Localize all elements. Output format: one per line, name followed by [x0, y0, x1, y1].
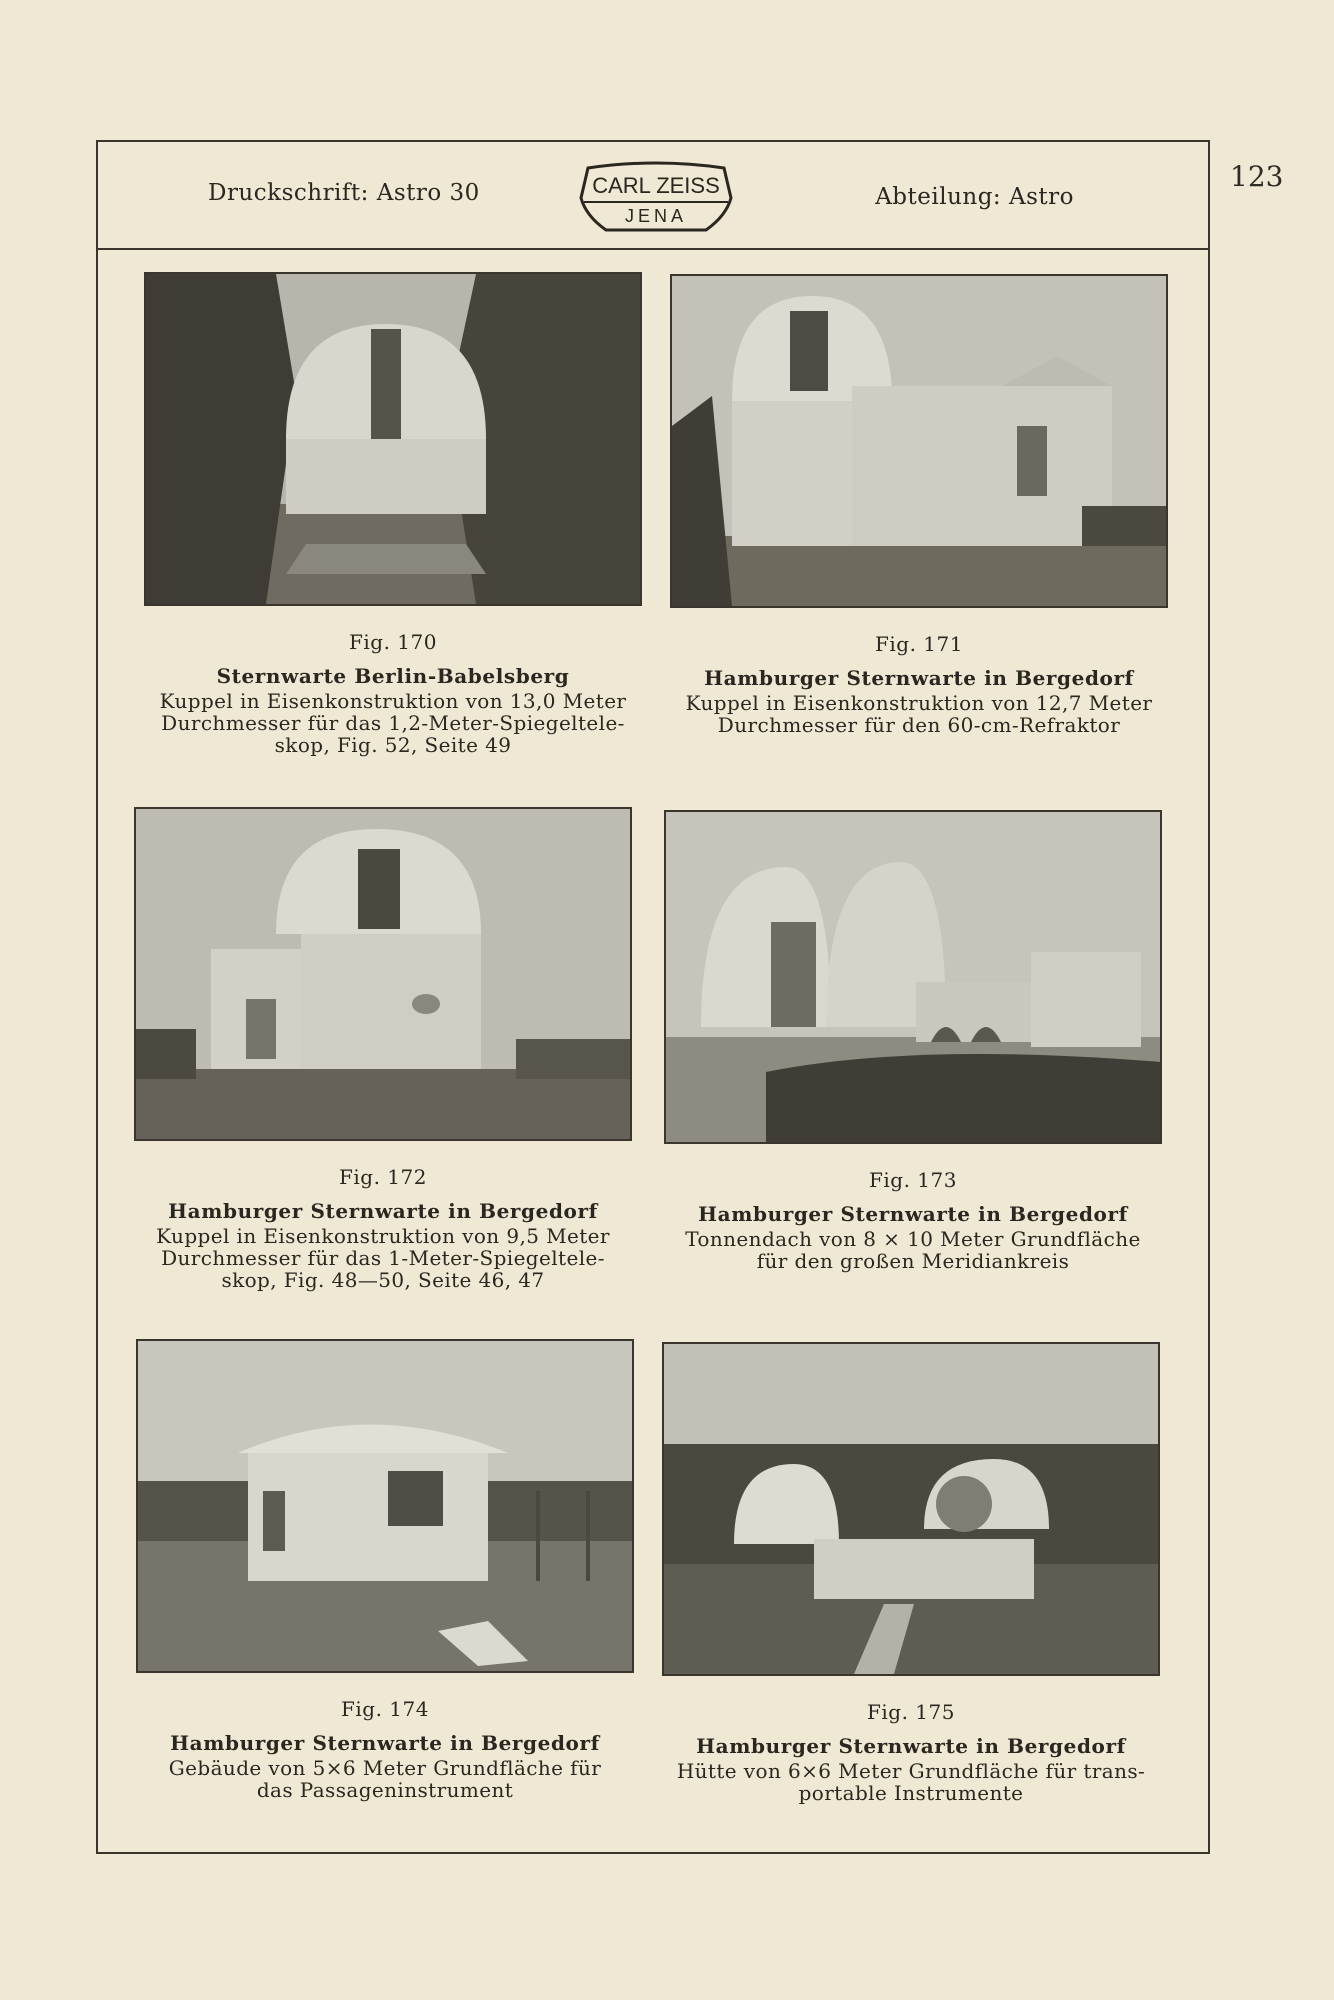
svg-text:CARL ZEISS: CARL ZEISS — [592, 173, 720, 198]
figure-caption: Hütte von 6×6 Meter Grundfläche für trans- portable Instrumente — [676, 1759, 1146, 1805]
figure-title: Hamburger Sternwarte in Bergedorf — [704, 666, 1134, 690]
figure-caption: Kuppel in Eisenkonstruktion von 9,5 Meter Durchmesser für das 1-Meter-Spiegeltele- skop, Fig. 48—50, Seite 46, 47 — [156, 1224, 610, 1292]
figure-174 — [130, 1339, 640, 1801]
svg-text:JENA: JENA — [624, 206, 688, 226]
figure-title: Sternwarte Berlin-Babelsberg — [216, 664, 570, 688]
page-number: 123 — [1230, 160, 1284, 193]
figure-number: Fig. 175 — [867, 1700, 955, 1724]
figure-caption: Tonnendach von 8 × 10 Meter Grundfläche für den großen Meridiankreis — [685, 1227, 1141, 1273]
figure-173 — [658, 810, 1168, 1272]
photo-babelsberg-dome — [144, 272, 642, 606]
photo-bergedorf-portable-instruments — [662, 1342, 1160, 1676]
figure-number: Fig. 171 — [875, 632, 963, 656]
header — [98, 142, 1208, 250]
figure-172 — [128, 807, 638, 1291]
figure-number: Fig. 170 — [349, 630, 437, 654]
figure-caption: Kuppel in Eisenkonstruktion von 12,7 Meter Durchmesser für den 60-cm-Refraktor — [685, 691, 1153, 737]
figure-170 — [138, 272, 648, 756]
figure-number: Fig. 173 — [869, 1168, 957, 1192]
photo-bergedorf-reflector-dome — [134, 807, 632, 1141]
figure-caption: Kuppel in Eisenkonstruktion von 13,0 Meter Durchmesser für das 1,2-Meter-Spiegeltele- skop, Fig. 52, Seite 49 — [159, 689, 627, 757]
page-frame — [96, 140, 1210, 1854]
carl-zeiss-logo — [576, 158, 736, 238]
figure-number: Fig. 172 — [339, 1165, 427, 1189]
figure-title: Hamburger Sternwarte in Bergedorf — [168, 1199, 598, 1223]
figure-title: Hamburger Sternwarte in Bergedorf — [698, 1202, 1128, 1226]
figure-175 — [656, 1342, 1166, 1804]
figure-171 — [664, 274, 1174, 736]
figure-caption: Gebäude von 5×6 Meter Grundfläche für das Passageninstrument — [168, 1756, 602, 1802]
figure-title: Hamburger Sternwarte in Bergedorf — [170, 1731, 600, 1755]
photo-bergedorf-refractor-dome — [670, 274, 1168, 608]
figure-number: Fig. 174 — [341, 1697, 429, 1721]
header-left-text: Druckschrift: Astro 30 — [208, 180, 480, 206]
figure-title: Hamburger Sternwarte in Bergedorf — [696, 1734, 1126, 1758]
photo-bergedorf-meridian-circle — [664, 810, 1162, 1144]
header-right-text: Abteilung: Astro — [875, 184, 1074, 210]
photo-bergedorf-passage-instrument — [136, 1339, 634, 1673]
